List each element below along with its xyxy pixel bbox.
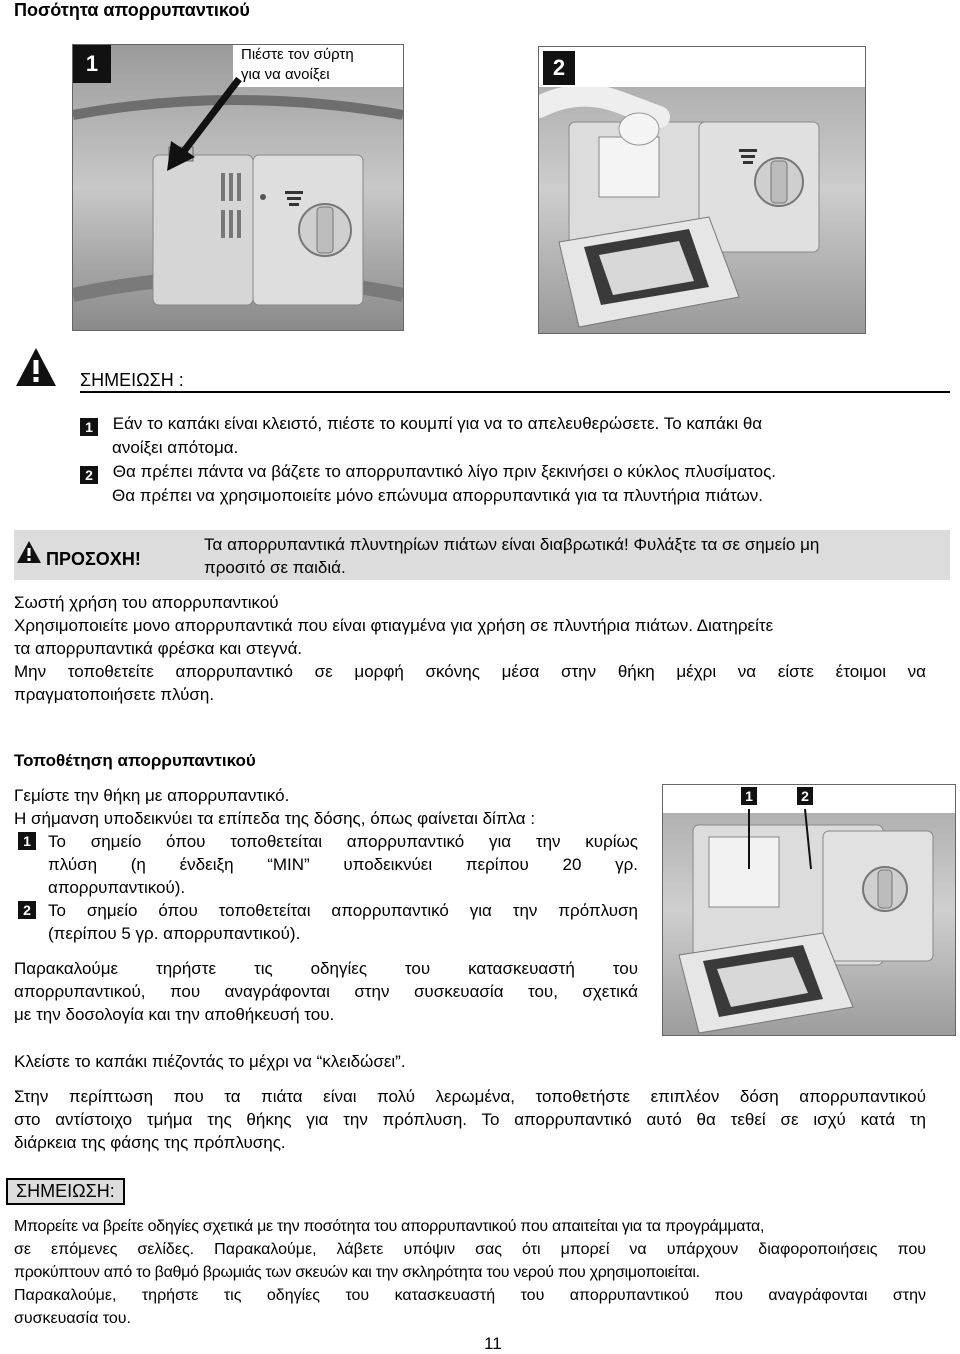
placement-p3-line-1: Παρακαλούμε τηρήστε τις οδηγίες του κατασκευαστή του: [14, 959, 638, 978]
placement-item-2-line-1: Το σημείο όπου τοποθετείται απορρυπαντικό για την πρόπλυση: [48, 901, 638, 920]
correct-use-title: Σωστή χρήση του απορρυπαντικού: [14, 593, 279, 612]
page-number: 11: [484, 1334, 502, 1353]
fig-label-2: 2: [797, 787, 813, 805]
soiled-line-1: Στην περίπτωση που τα πιάτα είναι πολύ λερωμένα, τοποθετήστε επιπλέον δόση απορρυπαντικού: [14, 1087, 926, 1106]
fig-label-1: 1: [741, 787, 757, 805]
warning-line-2: προσιτό σε παιδιά.: [204, 558, 346, 577]
correct-use-p1-line-2: τα απορρυπαντικά φρέσκα και στεγνά.: [14, 639, 303, 658]
warning-line-1: Τα απορρυπαντικά πλυντηρίων πιάτων είναι διαβρωτικά! Φυλάξτε τα σε σημείο μη: [204, 535, 820, 554]
placement-body: [14, 784, 638, 1026]
correct-use-p2-line-2: πραγματοποιήσετε πλύση.: [14, 685, 215, 704]
callout-line-1: Πιέστε τον σύρτη: [241, 46, 354, 63]
note2-line-3: προκύπτουν από το βαθμό βρωμιάς των σκευών και την σκληρότητα του νερού που χρησιμοποιείται.: [14, 1264, 700, 1281]
number-badge: 2: [18, 901, 36, 919]
note2-line-1: Μπορείτε να βρείτε οδηγίες σχετικά με την ποσότητα του απορρυπαντικού που απαιτείται για τα προγράμματα,: [14, 1218, 765, 1235]
note-item-2-line-2: Θα πρέπει να χρησιμοποιείτε μόνο επώνυμα απορρυπαντικά για τα πλυντήρια πιάτων.: [112, 486, 763, 505]
warning-box: [14, 530, 950, 580]
correct-use-section: [14, 591, 926, 706]
correct-use-p1-line-1: Χρησιμοποιείτε μονο απορρυπαντικά που είναι φτιαγμένα για χρήση σε πλυντήρια πιάτων. Διατηρείτε: [14, 616, 774, 635]
warning-label: ΠΡΟΣΟΧΗ!: [46, 549, 141, 569]
placement-p3-line-3: με την δοσολογία και την αποθήκευσή του.: [14, 1005, 335, 1024]
note2-paragraph: [14, 1215, 926, 1330]
note-divider: [80, 391, 950, 393]
note-item-1-line-1: Εάν το καπάκι είναι κλειστό, πιέστε το κουμπί για να το απελευθερώσετε. Το καπάκι θα: [112, 414, 763, 433]
close-text: Κλείστε το καπάκι πιέζοντάς το μέχρι να “κλειδώσει”.: [14, 1052, 406, 1071]
soiled-line-2: στο αντίστοιχο τμήμα της θήκης για την πρόπλυση. Το απορρυπαντικό αυτό θα τεθεί σε ισχύ κατά τη: [14, 1110, 926, 1129]
note2-line-4: Παρακαλούμε, τηρήστε τις οδηγίες του κατασκευαστή του απορρυπαντικού που αναγράφονται στην: [14, 1287, 926, 1304]
figure-header: [539, 47, 865, 87]
number-badge: 1: [80, 418, 98, 436]
soiled-line-3: διάρκεια της φάσης της πρόπλυσης.: [14, 1133, 286, 1152]
placement-item-1-line-1: Το σημείο όπου τοποθετείται απορρυπαντικό για την κυρίως: [48, 832, 638, 851]
figure-dispenser-closed: [72, 44, 404, 331]
placement-item-1-line-3: απορρυπαντικού).: [48, 878, 186, 897]
number-badge: 2: [80, 466, 98, 484]
note-item-2-line-1: Θα πρέπει πάντα να βάζετε το απορρυπαντικό λίγο πριν ξεκινήσει ο κύκλος πλυσίματος.: [112, 462, 777, 481]
warning-triangle-icon: [14, 346, 58, 388]
figure-number-1: 1: [73, 45, 111, 83]
note2-line-5: συσκευασία του.: [14, 1310, 131, 1327]
note-item-2: [80, 460, 926, 507]
arrow-icon: [163, 73, 253, 173]
number-badge: 1: [18, 832, 36, 850]
dispenser-open-illustration: [539, 47, 865, 333]
placement-p3-line-2: απορρυπαντικού, που αναγράφονται στην συσκευασία του, σχετικά: [14, 982, 638, 1001]
note-item-1: [80, 412, 926, 459]
page-title: Ποσότητα απορρυπαντικού: [14, 0, 250, 20]
warning-small-icon: [16, 540, 42, 564]
note2-line-2: σε επόμενες σελίδες. Παρακαλούμε, λάβετε υπόψιν σας ότι μπορεί να υπάρχουν διαφοροποιήσεις που: [14, 1241, 926, 1258]
warning-text: [204, 533, 819, 579]
note-item-1-line-2: ανοίξει απότομα.: [112, 438, 239, 457]
placement-line-2: Η σήμανση υποδεικνύει τα επίπεδα της δόσης, όπως φαίνεται δίπλα :: [14, 809, 536, 828]
placement-item-2-line-2: (περίπου 5 γρ. απορρυπαντικού).: [48, 924, 301, 943]
placement-item-2: [14, 899, 638, 945]
note2-label: ΣΗΜΕΙΩΣΗ:: [6, 1178, 125, 1205]
note-label: ΣΗΜΕΙΩΣΗ :: [80, 370, 184, 390]
placement-title: Τοποθέτηση απορρυπαντικού: [14, 751, 256, 770]
figure-dispenser-open: [538, 46, 866, 334]
placement-line-1: Γεμίστε την θήκη με απορρυπαντικό.: [14, 786, 290, 805]
correct-use-p2-line-1: Μην τοποθετείτε απορρυπαντικό σε μορφή σκόνης μέσα στην θήκη μέχρι να είστε έτοιμοι να: [14, 662, 926, 681]
callout-line-2: για να ανοίξει: [241, 66, 330, 83]
placement-item-1-line-2: πλύση (η ένδειξη “MIN” υποδεικνύει περίπου 20 γρ.: [48, 855, 638, 874]
figure-number-2: 2: [543, 51, 575, 85]
dosage-levels-illustration: [663, 785, 955, 1035]
placement-item-1: [14, 830, 638, 899]
figure-callout: [233, 45, 404, 87]
figure-dosage-levels: [662, 784, 956, 1036]
soiled-paragraph: [14, 1085, 926, 1154]
